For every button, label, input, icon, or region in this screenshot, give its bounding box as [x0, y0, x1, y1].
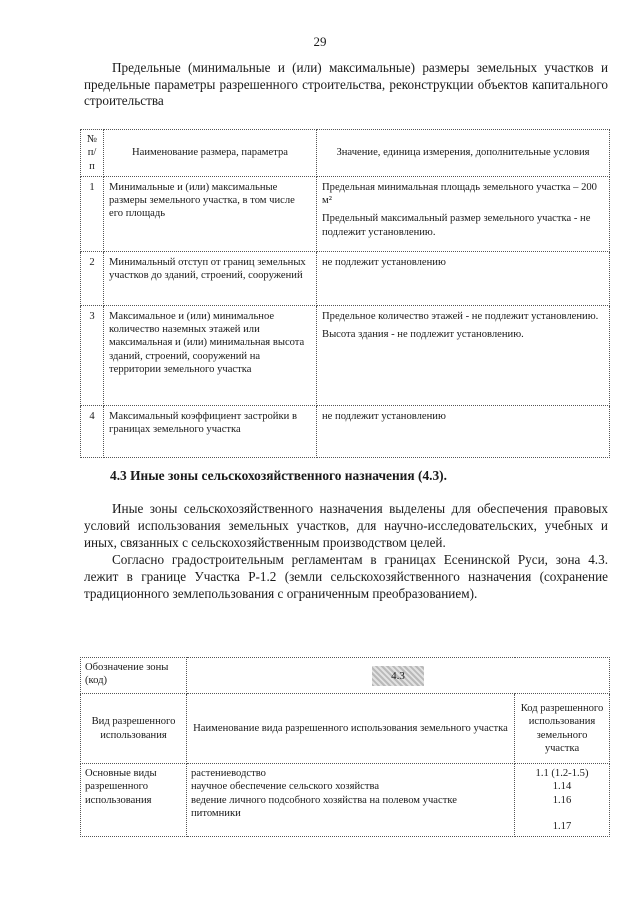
intro-text	[84, 60, 608, 110]
zone-code-badge: 4.3	[372, 666, 424, 686]
table-row	[81, 764, 610, 837]
use-code: 1.16	[552, 794, 572, 806]
zone-code-cell	[187, 658, 610, 694]
row-value	[317, 251, 610, 305]
intro-text-content: Предельные (минимальные и (или) максимальные) размеры земельных участков и предельные параметры разрешенного строительства, реконструкции объектов капитального строительства	[84, 60, 608, 108]
zone-table	[80, 657, 610, 837]
use-code: 1.1 (1.2-1.5)	[535, 768, 589, 779]
zone-table-header	[81, 694, 610, 764]
table-row	[81, 251, 610, 305]
body-text	[84, 500, 608, 602]
row-num: 1	[81, 176, 104, 251]
header-name: Наименование размера, параметра	[104, 130, 317, 177]
header-num: № п/п	[81, 130, 104, 177]
row-num: 2	[81, 251, 104, 305]
row-value-line: Предельная минимальная площадь земельного участка – 200 м²	[322, 181, 597, 207]
use-name: растениеводство	[191, 768, 266, 779]
row-value-line: Предельное количество этажей - не подлежит установлению.	[322, 310, 599, 322]
row-name: Минимальный отступ от границ земельных участков до зданий, строений, сооружений	[104, 251, 317, 305]
page-number: 29	[313, 34, 327, 49]
zone-label: Обозначение зоны (код)	[81, 658, 187, 694]
row-value-line: Предельный максимальный размер земельного участка - не подлежит установлению.	[322, 213, 591, 238]
row-value	[317, 405, 610, 457]
use-name: питомники	[191, 807, 241, 819]
use-names	[187, 764, 515, 837]
col2-header: Наименование вида разрешенного использования земельного участка	[187, 694, 515, 764]
row-value-line: не подлежит установлению	[322, 256, 446, 268]
row-value	[317, 176, 610, 251]
use-name: научное обеспечение сельского хозяйства	[191, 781, 380, 793]
paragraph: Согласно градостроительным регламентам в границах Есенинской Руси, зона 4.3. лежит в границе Участка Р-1.2 (земли сельскохозяйственного назначения (сохранение традиционного землепользования с ограниченным преобразованием).	[84, 552, 608, 601]
use-code: 1.14	[552, 781, 572, 793]
row-name: Минимальные и (или) максимальные размеры земельного участка, в том числе его площадь	[104, 176, 317, 251]
table-row	[81, 305, 610, 405]
row-value	[317, 305, 610, 405]
use-code: 1.17	[552, 821, 572, 833]
table-row	[81, 405, 610, 457]
group-label: Основные виды разрешенного использования	[81, 764, 187, 837]
row-value-line: Высота здания - не подлежит установлению.	[322, 329, 524, 341]
row-num: 4	[81, 405, 104, 457]
col3-header: Код разрешенного использования земельного участка	[515, 694, 610, 764]
row-name: Максимальное и (или) минимальное количество наземных этажей или максимальная и (или) минимальная высота зданий, строений, сооружений на территории земельного участка	[104, 305, 317, 405]
paragraph: Иные зоны сельскохозяйственного назначения выделены для обеспечения правовых условий использования земельных участков, для научно-исследовательских, учебных и иных, связанных с сельскохозяйственным производством целей.	[84, 501, 608, 550]
parameters-table-header	[81, 130, 610, 177]
header-value: Значение, единица измерения, дополнительные условия	[317, 130, 610, 177]
parameters-table	[80, 129, 610, 458]
table-row	[81, 176, 610, 251]
use-name: ведение личного подсобного хозяйства на полевом участке	[191, 794, 457, 806]
use-codes	[515, 764, 610, 837]
row-name: Максимальный коэффициент застройки в границах земельного участка	[104, 405, 317, 457]
row-num: 3	[81, 305, 104, 405]
zone-row	[81, 658, 610, 694]
section-title: 4.3 Иные зоны сельскохозяйственного назначения (4.3).	[110, 468, 447, 483]
row-value-line: не подлежит установлению	[322, 410, 446, 422]
col1-header: Вид разрешенного использования	[81, 694, 187, 764]
